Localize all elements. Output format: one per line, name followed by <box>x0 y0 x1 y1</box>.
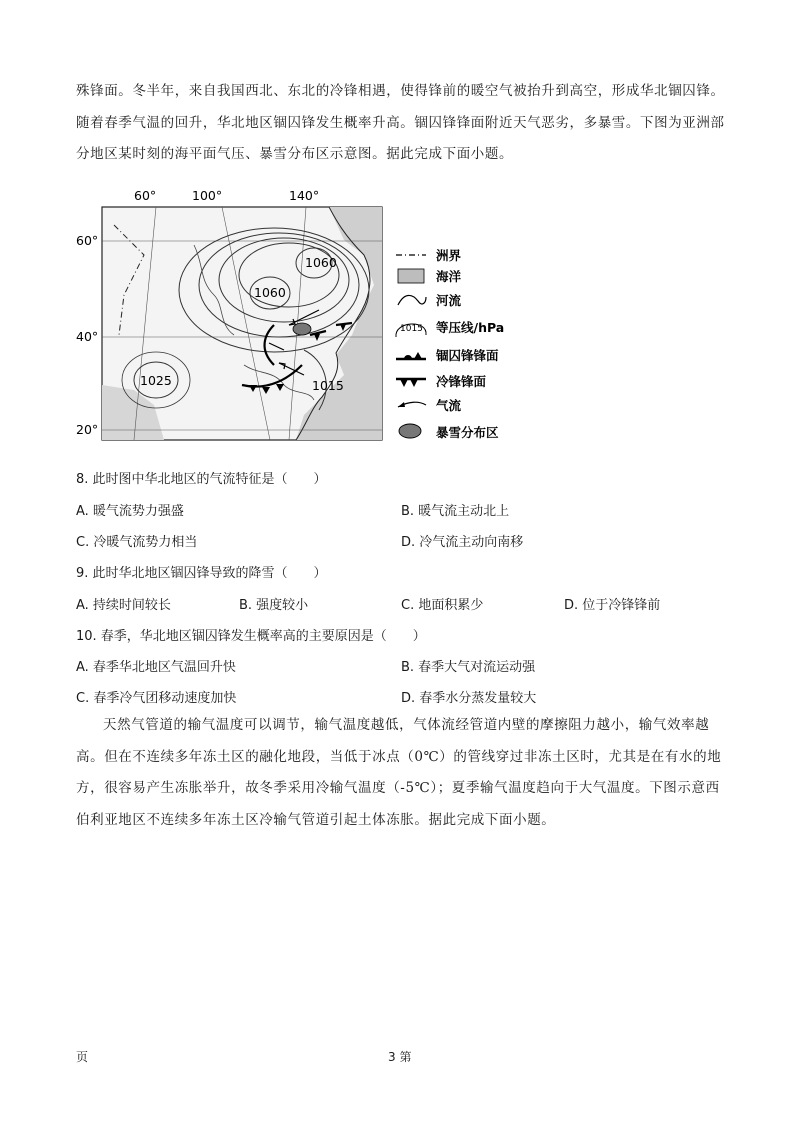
legend-label-blizzard: 暴雪分布区 <box>436 425 499 440</box>
legend-label-river: 河流 <box>436 293 462 308</box>
question-10-option-b: B. 春季大气对流运动强 <box>401 660 536 675</box>
question-8-option-c: C. 冷暖气流势力相当 <box>76 535 198 550</box>
footer-left: 页 <box>76 1050 89 1064</box>
legend-label-ocean: 海洋 <box>436 269 462 284</box>
map-legend <box>396 248 504 440</box>
lon-label-60: 60° <box>134 188 157 203</box>
isobar-label-1060-a: 1060 <box>305 255 337 270</box>
isobar-label-1060-b: 1060 <box>254 285 286 300</box>
ocean-icon <box>398 269 424 283</box>
question-10-option-d: D. 春季水分蒸发量较大 <box>401 691 537 706</box>
question-8-option-a: A. 暖气流势力强盛 <box>76 504 184 519</box>
pressure-map-svg <box>74 185 504 443</box>
lat-label-60: 60° <box>76 233 99 248</box>
blizzard-area-icon <box>399 424 421 438</box>
legend-label-boundary: 洲界 <box>436 248 462 263</box>
question-9-option-a: A. 持续时间较长 <box>76 598 171 613</box>
question-9-stem: 9. 此时华北地区锢囚锋导致的降雪（ ） <box>76 566 327 581</box>
intro-paragraph: 殊锋面。冬半年，来自我国西北、东北的冷锋相遇，使得锋前的暖空气被抬升到高空，形成华北锢囚锋。随着春季气温的回升，华北地区锢囚锋发生概率升高。锢囚锋锋面附近天气恶劣，多暴雪。下图为亚洲部分地区某时刻的海平面气压、暴雪分布区示意图。据此完成下面小题。 <box>76 83 725 162</box>
lat-label-40: 40° <box>76 329 99 344</box>
legend-label-cold-front: 冷锋锋面 <box>436 374 487 389</box>
isobar-icon-text: 1015 <box>400 324 423 334</box>
lon-label-140: 140° <box>289 188 320 203</box>
question-10-stem: 10. 春季，华北地区锢囚锋发生概率高的主要原因是（ ） <box>76 629 426 644</box>
isobar-label-1015: 1015 <box>312 378 344 393</box>
question-8-option-b: B. 暖气流主动北上 <box>401 504 510 519</box>
question-10-option-a: A. 春季华北地区气温回升快 <box>76 660 236 675</box>
legend-label-occluded: 锢囚锋锋面 <box>436 348 499 363</box>
blizzard-area <box>293 323 311 335</box>
question-9-option-b: B. 强度较小 <box>239 598 309 613</box>
question-8-option-d: D. 冷气流主动向南移 <box>401 535 524 550</box>
isobar-label-1025: 1025 <box>140 373 172 388</box>
legend-label-airflow: 气流 <box>436 398 462 413</box>
river-icon <box>398 295 426 305</box>
question-8-stem: 8. 此时图中华北地区的气流特征是（ ） <box>76 472 327 487</box>
pipeline-intro-paragraph: 天然气管道的输气温度可以调节，输气温度越低，气体流经管道内壁的摩擦阻力越小，输气效率越高。但在不连续多年冻土区的融化地段，当低于冰点（0℃）的管线穿过非冻土区时，尤其是在有水的地方，很容易产生冻胀举升，故冬季采用冷输气温度（-5℃）；夏季输气温度趋向于大气温度。下图示意西伯利亚地区不连续多年冻土区冷输气管道引起土体冻胀。据此完成下面小题。 <box>76 717 722 828</box>
legend-label-isobar: 等压线/hPa <box>436 320 504 335</box>
footer-page-number: 3 第 <box>388 1050 412 1064</box>
question-10-option-c: C. 春季冷气团移动速度加快 <box>76 691 237 706</box>
airflow-arrowhead <box>398 402 405 407</box>
lat-label-20: 20° <box>76 422 99 437</box>
question-9-option-d: D. 位于冷锋锋前 <box>564 598 661 613</box>
asia-pressure-map-figure <box>74 185 504 443</box>
lon-label-100: 100° <box>192 188 223 203</box>
question-9-option-c: C. 地面积累少 <box>401 598 484 613</box>
